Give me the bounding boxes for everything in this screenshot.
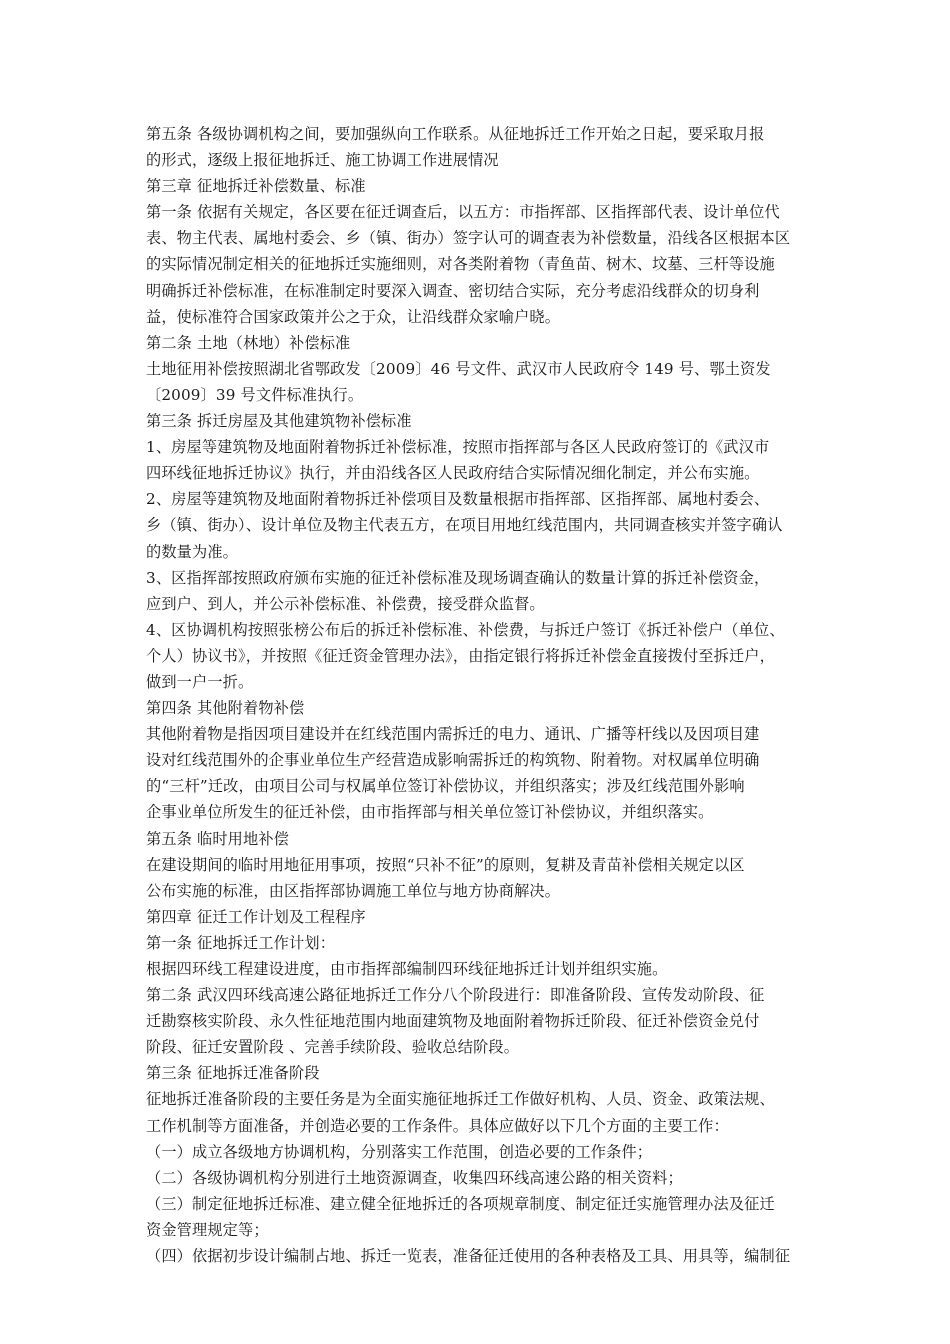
text-line: 阶段、征迁安置阶段 、完善手续阶段、验收总结阶段。 xyxy=(146,1038,520,1057)
text-line: 征地拆迁准备阶段的主要任务是为全面实施征地拆迁工作做好机构、人员、资金、政策法规、 xyxy=(146,1090,775,1109)
chapter-heading: 第四章 征迁工作计划及工程程序 xyxy=(146,907,366,926)
text-line: 第五条 各级协调机构之间，要加强纵向工作联系。从征地拆迁工作开始之日起，要采取月报 xyxy=(146,125,765,143)
text-line: 工作机制等方面准备，并创造必要的工作条件。具体应做好以下几个方面的主要工作： xyxy=(146,1116,729,1135)
article-heading: 第三条 拆迁房屋及其他建筑物补偿标准 xyxy=(146,412,412,431)
text-line: 设对红线范围外的企事业单位生产经营造成影响需拆迁的构筑物、附着物。对权属单位明确 xyxy=(146,751,760,770)
document-body xyxy=(146,121,810,1269)
text-line: 2、房屋等建筑物及地面附着物拆迁补偿项目及数量根据市指挥部、区指挥部、属地村委会、 xyxy=(146,490,770,509)
text-line: 第二条 武汉四环线高速公路征地拆迁工作分八个阶段进行：即准备阶段、宣传发动阶段、征 xyxy=(146,986,765,1005)
text-line: 在建设期间的临时用地征用事项，按照“只补不征”的原则，复耕及青苗补偿相关规定以区 xyxy=(146,855,745,874)
text-line: 四环线征地拆迁协议》执行，并由沿线各区人民政府结合实际情况细化制定，并公布实施。 xyxy=(146,464,760,483)
text-line: 的实际情况制定相关的征地拆迁实施细则，对各类附着物（青鱼苗、树木、坟墓、三杆等设施 xyxy=(146,255,775,274)
chapter-heading: 第三章 征地拆迁补偿数量、标准 xyxy=(146,177,366,196)
text-line: （二）各级协调机构分别进行土地资源调查，收集四环线高速公路的相关资料； xyxy=(146,1168,683,1187)
text-line: 明确拆迁补偿标准，在标准制定时要深入调查、密切结合实际，充分考虑沿线群众的切身利 xyxy=(146,281,760,300)
text-line: 4、区协调机构按照张榜公布后的拆迁补偿标准、补偿费，与拆迁户签订《拆迁补偿户（单位、 xyxy=(146,620,785,639)
article-heading: 第二条 土地（林地）补偿标准 xyxy=(146,333,351,352)
article-heading: 第一条 征地拆迁工作计划： xyxy=(146,933,336,952)
article-heading: 第四条 其他附着物补偿 xyxy=(146,699,305,718)
text-line: 益，使标准符合国家政策并公之于众，让沿线群众家喻户晓。 xyxy=(146,307,561,326)
text-line: 1、房屋等建筑物及地面附着物拆迁补偿标准，按照市指挥部与各区人民政府签订的《武汉市 xyxy=(146,438,770,457)
text-line: 其他附着物是指因项目建设并在红线范围内需拆迁的电力、通讯、广播等杆线以及因项目建 xyxy=(146,725,760,744)
text-line: 表、物主代表、属地村委会、乡（镇、街办）签字认可的调查表为补偿数量，沿线各区根据本区 xyxy=(146,229,791,248)
text-line: 的“三杆”迁改，由项目公司与权属单位签订补偿协议，并组织落实；涉及红线范围外影响 xyxy=(146,777,745,796)
article-heading: 第五条 临时用地补偿 xyxy=(146,829,290,848)
text-line: 的形式，逐级上报征地拆迁、施工协调工作进展情况 xyxy=(146,151,499,170)
text-line: 乡（镇、街办）、设计单位及物主代表五方，在项目用地红线范围内，共同调查核实并签字确认 xyxy=(146,516,783,535)
text-line: 企事业单位所发生的征迁补偿，由市指挥部与相关单位签订补偿协议，并组织落实。 xyxy=(146,803,714,822)
text-line: 公布实施的标准，由区指挥部协调施工单位与地方协商解决。 xyxy=(146,881,561,900)
text-line: 迁勘察核实阶段、永久性征地范围内地面建筑物及地面附着物拆迁阶段、征迁补偿资金兑付 xyxy=(146,1012,760,1031)
text-line: 土地征用补偿按照湖北省鄂政发〔2009〕46 号文件、武汉市人民政府令 149 号、鄂土资发 xyxy=(146,359,771,378)
text-line: （四）依据初步设计编制占地、拆迁一览表，准备征迁使用的各种表格及工具、用具等，编制征 xyxy=(146,1247,791,1266)
text-line: 第一条 依据有关规定，各区要在征迁调查后，以五方：市指挥部、区指挥部代表、设计单位代 xyxy=(146,203,780,222)
text-line: 3、区指挥部按照政府颁布实施的征迁补偿标准及现场调查确认的数量计算的拆迁补偿资金， xyxy=(146,568,770,587)
text-line: 根据四环线工程建设进度，由市指挥部编制四环线征地拆迁计划并组织实施。 xyxy=(146,960,668,978)
text-line: （一）成立各级地方协调机构，分别落实工作范围，创造必要的工作条件； xyxy=(146,1142,653,1161)
text-line: （三）制定征地拆迁标准、建立健全征地拆迁的各项规章制度、制定征迁实施管理办法及征迁 xyxy=(146,1194,775,1213)
text-line: 应到户、到人，并公示补偿标准、补偿费，接受群众监督。 xyxy=(146,594,545,613)
text-line: 资金管理规定等； xyxy=(146,1220,269,1239)
text-line: 〔2009〕39 号文件标准执行。 xyxy=(146,385,364,404)
article-heading: 第三条 征地拆迁准备阶段 xyxy=(146,1064,320,1083)
text-line: 做到一户一折。 xyxy=(146,672,254,691)
text-line: 个人）协议书》，并按照《征迁资金管理办法》，由指定银行将拆迁补偿金直接拨付至拆迁户， xyxy=(146,646,775,665)
text-line: 的数量为准。 xyxy=(146,542,239,561)
